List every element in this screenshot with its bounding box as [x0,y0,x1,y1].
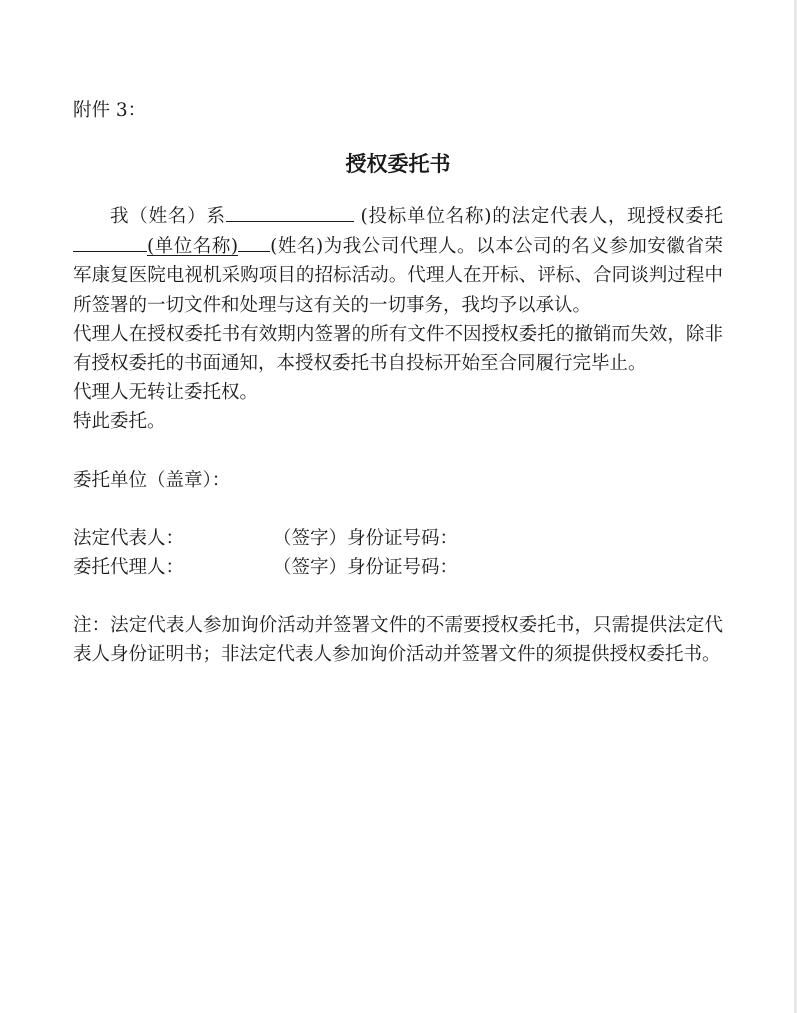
paragraph-text-start: 我（姓名）系 [110,206,226,227]
paragraph-text-middle: (投标单位名称)的法定代表人，现授权委托 [353,206,723,227]
attachment-label: 附件 3： [73,100,147,121]
validity-paragraph: 代理人在授权委托书有效期内签署的所有文件不因授权委托的撤销而失效，除非有授权委托的书面通知，本授权委托书自投标开始至合同履行完毕止。 [73,323,723,375]
blank-bidder-name [226,201,354,222]
blank-unit-prefix [73,231,147,252]
signature-fields: （签字）身份证号码： [273,557,459,579]
signature-role: 法定代表人： [73,527,185,549]
document-title: 授权委托书 [345,152,451,176]
signature-row-legal-rep [73,524,723,553]
entrusting-unit-line: 委托单位（盖章）： [73,469,231,491]
signature-fields: （签字）身份证号码： [273,527,459,549]
signature-row-agent [73,553,723,582]
blank-agent-name [238,231,270,252]
hereby-paragraph: 特此委托。 [73,411,166,433]
no-transfer-paragraph: 代理人无转让委托权。 [73,382,259,404]
spacer [73,495,723,524]
note-paragraph: 注：法定代表人参加询价活动并签署文件的不需要授权委托书，只需提供法定代表人身份证明书；非法定代表人参加询价活动并签署文件的须提供授权委托书。 [73,615,723,666]
authorization-paragraph [73,201,723,320]
spacer [73,437,723,466]
document-body [73,96,723,670]
spacer [73,582,723,611]
signature-role: 委托代理人： [73,557,185,579]
paragraph-text-end: (姓名)为我公司代理人。以本公司的名义参加安徽省荣军康复医院电视机采购项目的招标活动。代理人在开标、评标、合同谈判过程中所签署的一切文件和处理与这有关的一切事务，我均予以承认。 [73,236,724,316]
unit-name-placeholder: (单位名称) [147,236,239,258]
